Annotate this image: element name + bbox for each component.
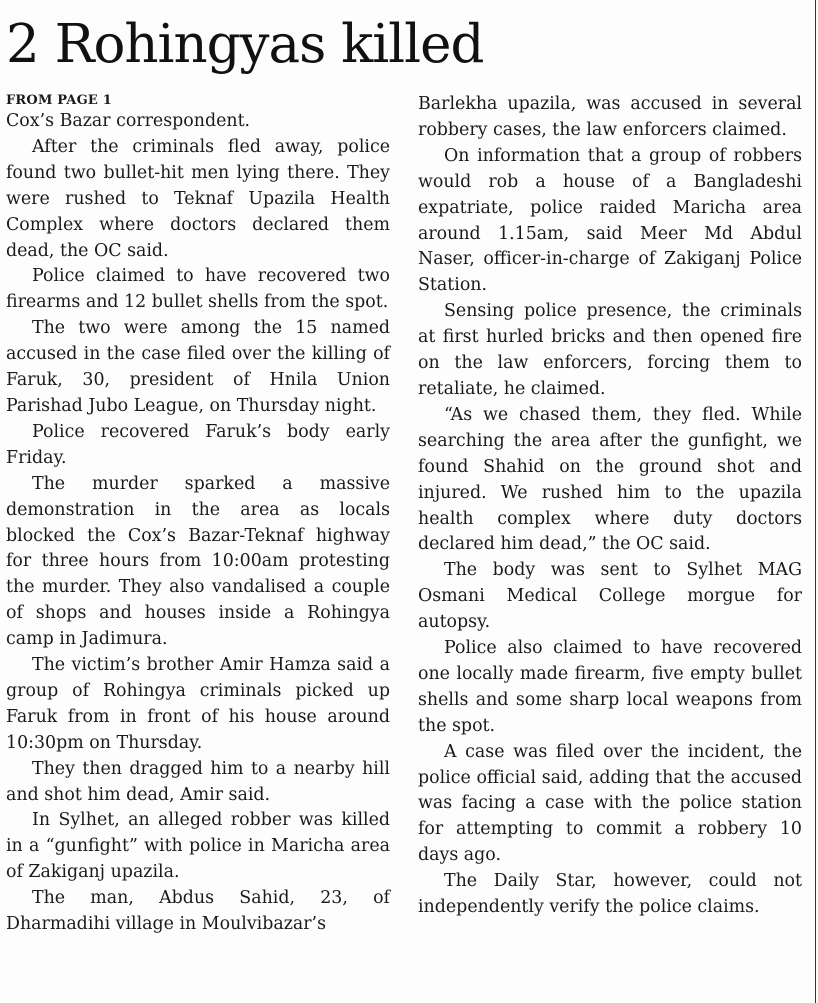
paragraph: A case was filed over the incident, the police official said, adding that the accused was facing a case with the police station for attempting to commit a robbery 10 days ago.: [418, 741, 802, 866]
column-rule: [815, 0, 816, 1003]
paragraph: “As we chased them, they fled. While searching the area after the gunfight, we found Shahid on the ground shot and injured. We rushed him to the upazila health complex where duty doctors declared him dead,” the OC said.: [418, 404, 802, 555]
paragraph: The victim’s brother Amir Hamza said a group of Rohingya criminals picked up Faruk from in front of his house around 10:30pm on Thursday.: [6, 655, 390, 753]
paragraph: Police also claimed to have recovered one locally made firearm, five empty bullet shells and some sharp local weapons from the spot.: [418, 638, 802, 736]
paragraph: The man, Abdus Sahid, 23, of Dharmadihi village in Moulvibazar’s: [6, 888, 390, 935]
paragraph: The two were among the 15 named accused in the case filed over the killing of Faruk, 30, president of Hnila Union Parishad Jubo League, on Thursday night.: [6, 318, 390, 416]
paragraph: On information that a group of robbers would rob a house of a Bangladeshi expatriate, police raided Maricha area around 1.15am, said Meer Md Abdul Naser, officer-in-charge of Zakiganj Police Station.: [418, 145, 802, 296]
paragraph: They then dragged him to a nearby hill and shot him dead, Amir said.: [6, 758, 390, 805]
paragraph: The murder sparked a massive demonstration in the area as locals blocked the Cox’s Bazar-Teknaf highway for three hours from 10:00am protesting the murder. They also vandalised a couple of shops and houses inside a Rohingya camp in Jadimura.: [6, 473, 390, 650]
kicker: FROM PAGE 1: [6, 93, 112, 108]
left-column: [6, 92, 390, 938]
paragraph: Police recovered Faruk’s body early Friday.: [6, 421, 390, 468]
paragraph: In Sylhet, an alleged robber was killed in a “gunfight” with police in Maricha area of Zakiganj upazila.: [6, 810, 390, 883]
paragraph: Barlekha upazila, was accused in several robbery cases, the law enforcers claimed.: [418, 94, 802, 140]
paragraph: The body was sent to Sylhet MAG Osmani Medical College morgue for autopsy.: [418, 560, 802, 633]
paragraph: The Daily Star, however, could not independently verify the police claims.: [418, 871, 802, 918]
paragraph: Sensing police presence, the criminals at first hurled bricks and then opened fire on the law enforcers, forcing them to retaliate, he claimed.: [418, 301, 802, 399]
paragraph: Cox’s Bazar correspondent.: [6, 111, 251, 131]
paragraph: After the criminals fled away, police found two bullet-hit men lying there. They were rushed to Teknaf Upazila Health Complex where doctors declared them dead, the OC said.: [6, 136, 390, 261]
paragraph: Police claimed to have recovered two firearms and 12 bullet shells from the spot.: [6, 266, 390, 313]
headline: 2 Rohingyas killed: [6, 14, 484, 75]
right-column: [418, 92, 802, 921]
